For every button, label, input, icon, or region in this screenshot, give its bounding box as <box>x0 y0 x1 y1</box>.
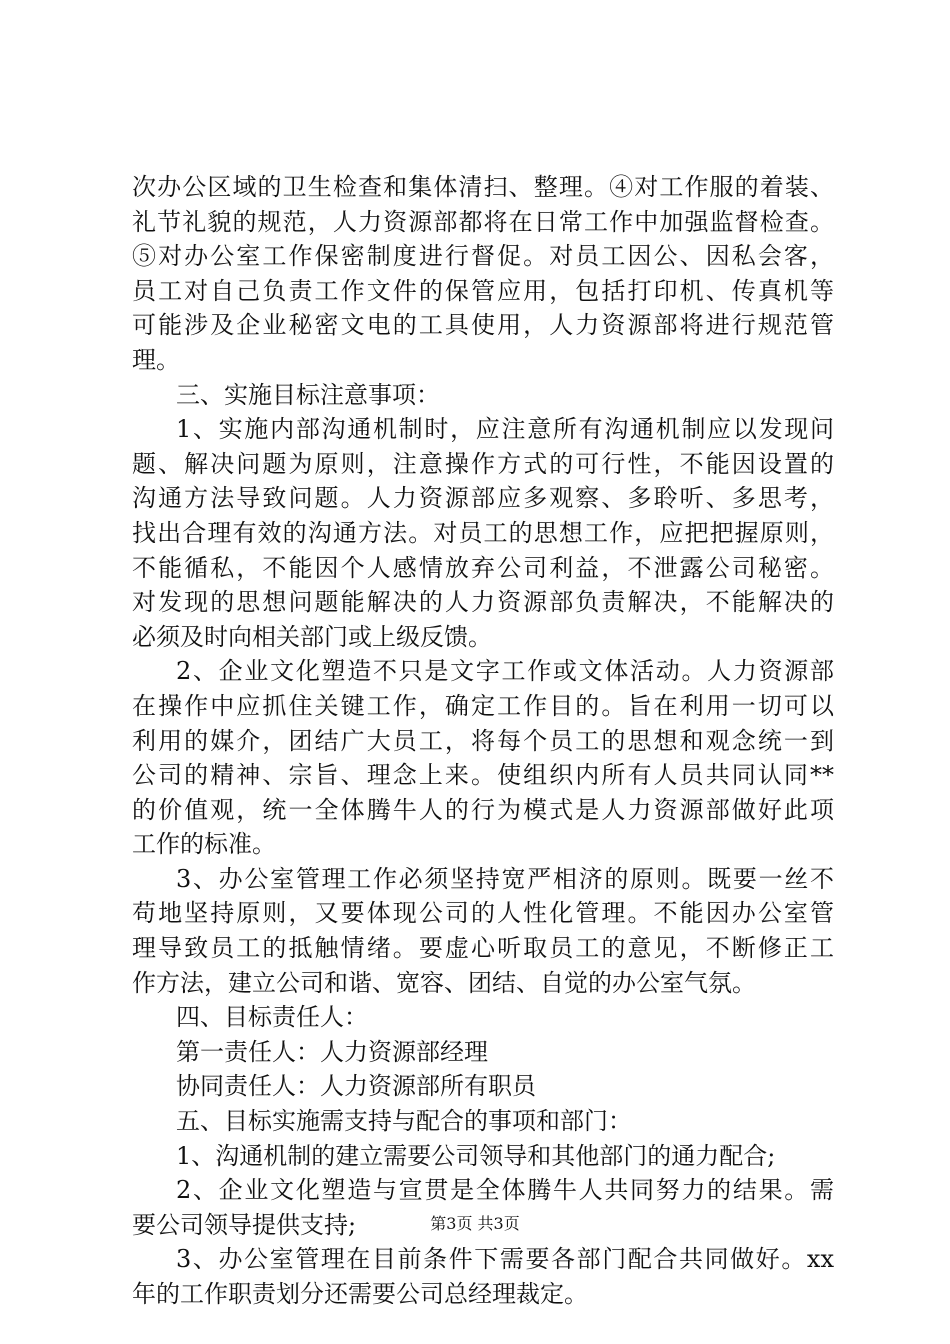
body-line: 年的工作职责划分还需要公司总经理裁定。 <box>132 1280 588 1308</box>
body-line: 公司的精神、宗旨、理念上来。使组织内所有人员共同认同** <box>132 761 834 790</box>
body-line: 1、沟通机制的建立需要公司领导和其他部门的通力配合; <box>176 1141 776 1170</box>
page-footer: 第3页 共3页 <box>430 1214 520 1233</box>
section-heading: 四、目标责任人： <box>176 1003 368 1032</box>
body-line: 要公司领导提供支持; <box>132 1210 357 1239</box>
body-line: 沟通方法导致问题。人力资源部应多观察、多聆听、多思考， <box>132 484 834 513</box>
document-body <box>132 170 834 1312</box>
body-line: 理导致员工的抵触情绪。要虚心听取员工的意见，不断修正工 <box>132 934 834 963</box>
body-line: 利用的媒介，团结广大员工，将每个员工的思想和观念统一到 <box>132 726 834 755</box>
body-line: 礼节礼貌的规范，人力资源部都将在日常工作中加强监督检查。 <box>132 207 834 236</box>
body-line: 2、企业文化塑造不只是文字工作或文体活动。人力资源部 <box>176 657 834 686</box>
body-line: 员工对自己负责工作文件的保管应用，包括打印机、传真机等 <box>132 276 834 305</box>
body-line: 不能循私，不能因个人感情放弃公司利益，不泄露公司秘密。 <box>132 553 834 582</box>
body-line: 在操作中应抓住关键工作，确定工作目的。旨在利用一切可以 <box>132 691 834 720</box>
body-line: 3、办公室管理在目前条件下需要各部门配合共同做好。xx <box>176 1245 834 1274</box>
body-line: 作方法，建立公司和谐、宽容、团结、自觉的办公室气氛。 <box>132 968 756 997</box>
body-line: 必须及时向相关部门或上级反馈。 <box>132 622 492 651</box>
section-heading: 五、目标实施需支持与配合的事项和部门： <box>176 1107 632 1136</box>
body-line: 协同责任人：人力资源部所有职员 <box>176 1072 536 1101</box>
body-line: 次办公区域的卫生检查和集体清扫、整理。④对工作服的着装、 <box>132 173 834 201</box>
body-line: 2、企业文化塑造与宣贯是全体腾牛人共同努力的结果。需 <box>176 1176 834 1205</box>
body-line: ⑤对办公室工作保密制度进行督促。对员工因公、因私会客， <box>132 242 834 271</box>
body-line: 对发现的思想问题能解决的人力资源部负责解决，不能解决的 <box>132 588 834 617</box>
body-line: 1、实施内部沟通机制时，应注意所有沟通机制应以发现问 <box>176 415 834 444</box>
body-line: 3、办公室管理工作必须坚持宽严相济的原则。既要一丝不 <box>176 864 834 893</box>
body-line: 苟地坚持原则，又要体现公司的人性化管理。不能因办公室管 <box>132 899 834 928</box>
body-line: 第一责任人：人力资源部经理 <box>176 1037 488 1066</box>
body-line: 可能涉及企业秘密文电的工具使用，人力资源部将进行规范管 <box>132 311 834 340</box>
section-heading: 三、实施目标注意事项： <box>176 380 440 409</box>
body-line: 题、解决问题为原则，注意操作方式的可行性，不能因设置的 <box>132 449 834 478</box>
body-line: 找出合理有效的沟通方法。对员工的思想工作，应把把握原则， <box>132 518 834 547</box>
body-line: 的价值观，统一全体腾牛人的行为模式是人力资源部做好此项 <box>132 795 834 824</box>
body-line: 工作的标准。 <box>132 830 276 859</box>
body-line: 理。 <box>132 345 180 374</box>
